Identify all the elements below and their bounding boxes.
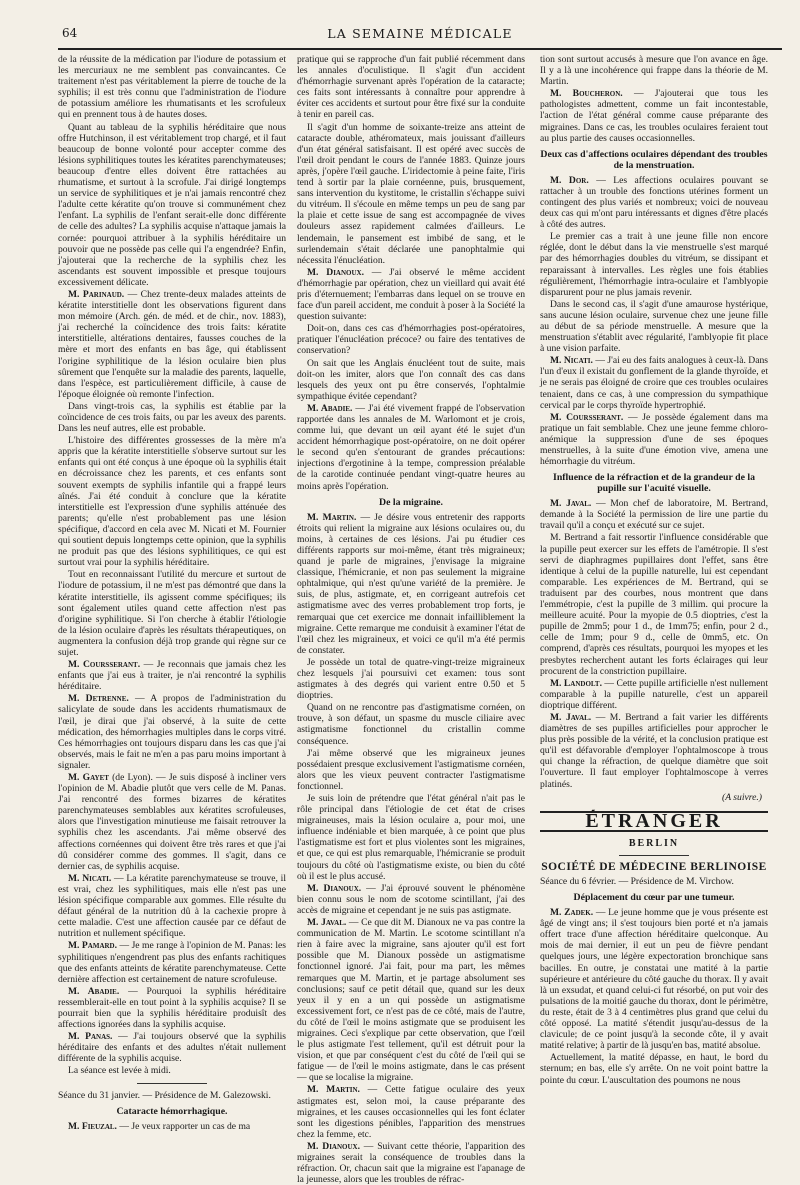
society-heading: SOCIÉTÉ DE MÉDECINE BERLINOISE — [541, 860, 767, 873]
session-line: Séance du 6 février. — Présidence de M. Virchow. — [540, 876, 734, 887]
paragraph: pratique qui se rapproche d'un fait publié récemment dans les annales d'oculistique. Il s'agit d'un accident d'hémorrhagie survenant après l'opération de la cataracte; ces faits sont intéressants à connaître pour apprendre à éviter ces accidents et surtout pour être fixé sur la conduite à tenir en pareil cas. — [297, 54, 525, 121]
paragraph: J'ai même observé que les migraineux jeunes possédaient presque exclusivement l'astigmatisme cornéen, alors que les vieux peuvent contracter l'astigmatisme fonctionnel. — [297, 747, 525, 792]
speaker-name: M. Abadie. — [68, 985, 120, 997]
speaker-name: M. Javal. — [550, 711, 592, 723]
speech-text: — Suivant cette théorie, l'apparition des migraines serait la conséquence de troubles dans la réfraction. Or, chacun sait que la migraine est l'apanage de la jeunesse, alors que les troubles de réfrac- — [297, 1140, 525, 1185]
speaker-name: M. Dor. — [550, 174, 589, 186]
paragraph: de la réussite de la médication par l'iodure de potassium et les mercuriaux ne me semblent pas convaincantes. Ce traitement n'est pas véritablement la pierre de touche de la syphilis; il est très connu que l'administration de l'iodure de potassium améliore les rhumatisants et les scrofuleux qui en prennent tous à de hautes doses. — [58, 54, 286, 121]
speaker-name: M. Fieuzal. — [68, 1120, 117, 1132]
paragraph — [58, 693, 286, 771]
speech-text: — Pourquoi la syphilis héréditaire ressemblerait-elle en tout point à la syphilis acquise? Il se pourrait bien que la syphilis héréditaire produisît des affections ignorées dans la syphilis acquise. — [58, 985, 286, 1031]
divider — [619, 855, 689, 856]
speaker-name: M. Pamard. — [68, 940, 118, 952]
speech-text: — Je me range à l'opinion de M. Panas: les syphilitiques n'engendrent pas plus des enfants rachitiques que des enfants atteints de kératite parenchymateuse. Cette dernière affection est certainement de nature scrofuleuse. — [58, 940, 286, 985]
speaker-name: M. Dianoux. — [307, 266, 364, 278]
speech-text: — Je désire vous entretenir des rapports étroits qui relient la migraine aux lésions oculaires ou, du moins, à certaines de ces lésions. J'ai pu étudier ces différents rapports sur moi-même, étant très migraineux; quand je parle de migraines, j'envisage la migraine classique, l'hémicranie, et non pas seulement la migraine ophtalmique, qui n'est qu'une variété de la première. Je suis, de plus, astigmate, et, en corrigeant autrefois cet astigmatisme avec des verres probablement trop forts, je remarquai que cet exercice me donnait infailliblement la migraine. Cette remarque me conduisit à examiner l'état de l'œil chez les migraineux, et voici ce qu'il m'a été permis de constater. — [297, 511, 525, 656]
paragraph: Doit-on, dans ces cas d'hémorrhagies post-opératoires, pratiquer l'énucléation précoce? ou faire des tentatives de conservation? — [297, 323, 525, 357]
speech-text: — Le jeune homme que je vous présente est âgé de vingt ans; il s'est toujours bien porté et n'a jamais offert trace d'une affection héréditaire quelconque. Au mois de mai dernier, il eut un peu de fièvre pendant quelques jours, une légère expectoration bronchique sans bacilles. En outre, je constatai une matité à la partie supérieure et antérieure du côté gauche du thorax. Il y avait là un exsudat, et quand celui-ci fut résorbé, on put voir des pulsations de la moitié gauche du thorax, dont le périmètre, du reste, était de 3 à 4 centimètres plus grand que celui du côté opposé. La matité s'étendit jusqu'au-dessus de la clavicule; de ce point jusqu'à la seconde côte, il y avait matité relative; à partir de là jusqu'en bas, matité absolue. — [540, 907, 768, 1052]
speech-text: — La kératite parenchymateuse se trouve, il est vrai, chez les syphilitiques, mais elle n'est pas une lésion spécifique comparable aux gommes. Elle résulte du défaut général de la nutrition dû à la cachexie propre à cette maladie. C'est une affection causée par ce défaut de nutrition et nullement spécifique. — [58, 872, 286, 940]
section-heading: Déplacement du cœur par une tumeur. — [573, 892, 735, 904]
speaker-name: M. Zadek. — [550, 907, 594, 919]
paragraph: Le premier cas a trait à une jeune fille non encore réglée, dont le début dans la vie menstruelle s'est marqué par des hémorrhagies doubles du vitréum, se dissipant et reparaissant à intervalles. Les règles une fois établies régulièrement, l'hémorrhagie intra-oculaire et l'amblyopie disparurent pour ne plus jamais revenir. — [540, 231, 768, 298]
speaker-name: M. Landolt. — [550, 677, 602, 689]
page-header — [58, 10, 782, 50]
etranger-heading: ÉTRANGER — [540, 811, 768, 832]
speech-text: — J'ai eu des faits analogues à ceux-là. Dans l'un d'eux il existait du gonflement de la glande thyroïde, et je ne serais pas éloigné de croire que ces troubles oculaires tenaient, dans ce cas, à une compression du sympathique cervical par le corps thyroïde hypertrophié. — [540, 355, 768, 411]
speech-text: — Ce que dit M. Dianoux ne va pas contre la communication de M. Martin. Le scotome scintillant n'a rien à faire avec la migraine, sans ajouter qu'il est fort possible que M. Dianoux possède un astigmatisme fonctionnel ignoré. J'ai fait, pour ma part, les mêmes remarques que M. Martin, et je partage absolument ses conclusions; sauf ce petit détail que, quand sur les deux yeux il y en a un qui possède un astigmatisme excessivement fort, ce n'est pas de ce côté, mais de l'autre, du côté de l'œil le moins astigmate que se produisent les migraines. Ceci s'explique par cette observation, que l'œil le plus astigmate l'est tellement, qu'il est détruit pour la vision, et que par conséquent c'est du côté de l'œil qui se fatigue — de l'œil le moins astigmate, dans le cas présent — que se localise la migraine. — [297, 917, 525, 1084]
paragraph — [297, 403, 525, 492]
to-be-continued: (A suivre.) — [722, 791, 762, 803]
speaker-name: M. Martin. — [307, 1084, 360, 1096]
speaker-name: M. Boucheron. — [550, 88, 623, 100]
paragraph — [540, 355, 768, 410]
speaker-name: M. Javal. — [550, 498, 592, 510]
speech-text: (de Lyon). — Je suis disposé à incliner vers l'opinion de M. Abadie plutôt que vers celle de M. Panas. J'ai rencontré des formes bizarres de kératites parenchymateuses semblables aux kératites scrofuleuses, alors que l'investigation minutieuse me faisait retrouver la syphilis chez les ascendants. J'ai même observé des affections cornéennes qui doivent être très rares et que j'ai dû considérer comme des gommes. Il s'agit, dans ce dernier cas, de syphilis acquise. — [58, 772, 286, 872]
paragraph — [297, 512, 525, 656]
paragraph: tion sont surtout accusés à mesure que l'on avance en âge. Il y a là une incohérence qui frappe dans la théorie de M. Martin. — [540, 54, 768, 88]
speech-text: — Cette pupille artificielle n'est nullement comparable à la pupille naturelle, c'est un appareil dioptrique différent. — [540, 677, 768, 711]
paragraph — [297, 917, 525, 1083]
speech-text: — A propos de l'administration du salicylate de soude dans les accidents rhumatismaux de l'œil, je dirai que j'ai observé, à la suite de cette médication, des hémorrhagies multiples dans le corps vitré. Ces hémorrhagies ont toujours disparu dans les cas que j'ai observés, mais le fait ne m'en a pas paru moins important à signaler. — [58, 693, 286, 771]
paragraph — [540, 907, 768, 1051]
speech-text: — Je reconnais que jamais chez les enfants que j'ai eus à traiter, je n'ai rencontré la syphilis héréditaire. — [58, 659, 287, 693]
paragraph: Il s'agit d'un homme de soixante-treize ans atteint de cataracte double, athéromateux, mais jouissant d'ailleurs d'un état général satisfaisant. Il est opéré avec succès de l'œil droit pendant le cours de l'année 1883. Quinze jours après, j'opère l'œil gauche. L'iridectomie à peine faite, l'iris tend à sortir par la plaie cornéenne, puis, brusquement, sans intervention du kystitome, le cristallin s'échappe suivi du vitréum. Il s'écoule en même temps un peu de sang par la plaie et cette issue de sang est accompagnée de vives douleurs assez rapidement calmées d'ailleurs. Le lendemain, le pansement est imbibé de sang, et le surlendemain s'était déclarée une panophtalmie qui nécessita l'énucléation. — [297, 121, 525, 266]
paragraph — [58, 940, 286, 984]
paragraph: Dans le second cas, il s'agit d'une amaurose hystérique, sans aucune lésion oculaire, survenue chez une jeune fille au début de sa période menstruelle. A mesure que la menstruation s'établit avec régularité, l'amblyopie fit place à une vision parfaite. — [540, 298, 768, 355]
column-right — [540, 54, 769, 1086]
paragraph — [297, 267, 525, 322]
speaker-name: M. Parinaud. — [68, 288, 125, 300]
paragraph: Je possède un total de quatre-vingt-treize migraineux chez lesquels j'ai poursuivi cet examen: tous sont astigmates à des degrés qui varient entre 0.50 et 5 dioptries. — [297, 656, 525, 702]
column-middle — [297, 54, 525, 1185]
paragraph — [58, 1121, 286, 1132]
paragraph — [58, 873, 286, 940]
section-heading: Deux cas d'affections oculaires dépendant des troubles de la menstruation. — [540, 148, 768, 171]
paragraph — [540, 678, 768, 711]
speaker-name: M. Nicati. — [68, 872, 112, 884]
journal-title: LA SEMAINE MÉDICALE — [327, 26, 513, 41]
speaker-name: M. Martin. — [307, 511, 357, 523]
speech-text: — Je veux rapporter un cas de ma — [119, 1120, 251, 1132]
speaker-name: M. Gayet — [68, 772, 109, 783]
paragraph: La séance est levée à midi. — [68, 1065, 171, 1077]
speaker-name: M. Dianoux. — [307, 1140, 360, 1152]
paragraph: Tout en reconnaissant l'utilité du mercure et surtout de l'iodure de potassium, il ne m'est pas démontré que dans la kératite interstitielle, ils agissent comme spécifiques; ils sont également utiles quand cette affection n'est pas d'origine syphilitique. Si l'on cherche à établir l'étiologie de la lésion oculaire d'après les résultats thérapeutiques, on augmentera la confusion déjà trop grande qui règne sur ce sujet. — [58, 569, 286, 658]
speech-text: — Je possède également dans ma pratique un fait semblable. Chez une jeune femme chloro-anémique la suppression d'une de ses époques menstruelles, à la suite d'une émotion vive, amena une hémorrhagie du vitréum. — [540, 411, 768, 468]
paragraph: On sait que les Anglais énucléent tout de suite, mais doit-on les imiter, alors que l'on connaît des cas dans lesquels des yeux ont pu être conservés, l'ophtalmie sympathique évitée cependant? — [297, 357, 525, 402]
speaker-name: M. Javal. — [307, 917, 347, 929]
section-heading: De la migraine. — [379, 496, 443, 508]
paragraph — [540, 175, 768, 230]
paragraph: Quand on ne rencontre pas d'astigmatisme cornéen, on trouve, à son défaut, un spasme du muscle ciliaire avec astigmatisme fonctionnel du cristallin comme conséquence. — [297, 702, 525, 747]
paragraph — [58, 1031, 286, 1064]
paragraph: M. Bertrand a fait ressortir l'influence considérable que la pupille peut exercer sur les effets de l'amétropie. Il s'est servi de diaphragmes pupillaires dont l'effet, sans être identique à celui de la pupille naturelle, lui est cependant comparable. Les expériences de M. Bertrand, qui se traduisent par des courbes, nous montrent que dans l'emmétropie, c'est la pupille de 3 millim. qui procure la meilleure acuité. Pour la myopie de 0.5 dioptries, c'est la pupille de 2mm5; pour 1 d., de 1mm75; enfin, pour 2 d., celle de 1mm; pour 9 d., celle de 0mm5, etc. On comprend, d'après ces résultats, pourquoi les myopes et les presbytes recherchent autant les forts éclairages qui leur procurent de la constriction pupillaire. — [540, 532, 768, 677]
paragraph — [58, 659, 286, 692]
paragraph: L'histoire des différentes grossesses de la mère m'a appris que la kératite interstitielle s'observe surtout sur les enfants qui ont été conçus à une époque où la syphilis était en décroissance chez les parents, et ces enfants sont souvent exempts de syphilis infantile qui a frappé leurs aînés. J'ai été conduit à conclure que la kératite interstitielle est l'expression d'une syphilis atténuée des parents; qu'elle n'est probablement pas une lésion spécifique, d'accord en cela avec M. Nicati et M. Fournier qui soutient depuis longtemps cette opinion, que la syphilis ne produit pas que des lésions syphilitiques, ce qui est surtout vrai pour la syphilis héréditaire. — [58, 435, 286, 569]
speaker-name: M. Coursserant. — [550, 411, 624, 423]
session-line: Séance du 31 janvier. — Présidence de M. Galezowski. — [58, 1089, 271, 1101]
paragraph — [58, 986, 286, 1030]
paragraph — [297, 1084, 525, 1139]
paragraph: Dans vingt-trois cas, la syphilis est établie par la coïncidence de ces trois faits, ou par les aveux des parents. Dans les neuf autres, elle est probable. — [58, 400, 286, 435]
speech-text: — J'ajouterai que tous les pathologistes admettent, comme un fait incontestable, l'action de l'état général comme cause préparante des migraines. Dans ce cas, les troubles oculaires feraient tout au plus partie des causes occasionnelles. — [540, 88, 768, 144]
column-left — [58, 54, 287, 1132]
speaker-name: M. Detrenne. — [68, 693, 129, 705]
paragraph: Je suis loin de prétendre que l'état général n'ait pas le rôle principal dans l'étiologie de cet état de crises migraineuses, mais la lésion oculaire a, pour moi, une influence indéniable et bien marquée, à ce point que plus l'astigmatisme est fort et plus violentes sont les migraines, et que, ce qui est plus remarquable, l'hémicranie se produit toujours du côté où l'astigmatisme existe, ou bien du côté où il est le plus accusé. — [297, 793, 525, 882]
paragraph — [540, 412, 768, 467]
paragraph — [540, 498, 768, 531]
paragraph — [297, 1141, 525, 1185]
speech-text: — J'ai éprouvé souvent le phénomène bien connu sous le nom de scotome scintillant, j'ai des accès de migraine et cependant je ne suis pas astigmate. — [297, 882, 525, 916]
speech-text: — Mon chef de laboratoire, M. Bertrand, demande à la Société la permission de lire une partie du travail qu'il a conçu et exécuté sur ce sujet. — [540, 498, 768, 532]
speech-text: — Cette fatigue oculaire des yeux astigmates est, selon moi, la cause préparante des migraines, et les causes occasionnelles qui les font éclater sont les digestions pénibles, l'apparition des menstrues chez la femme, etc. — [297, 1084, 525, 1140]
speech-text: — Chez trente-deux malades atteints de kératite interstitielle dont les observations figurent dans mon mémoire (Arch. gén. de méd. et de chir., nov. 1883), j'ai recherché la coïncidence des trois faits: kératite interstitielle, altérations dentaires, fausses couches de la mère et mort des enfants en bas âge, qui établissent l'origine syphilitique de la lésion oculaire bien plus sûrement que l'enquête sur la maladie des parents, laquelle, dans l'espèce, est particulièrement difficile, à cause de l'époque éloignée où remonte l'infection. — [58, 288, 286, 400]
speaker-name: M. Panas. — [68, 1031, 113, 1043]
paragraph — [58, 289, 286, 400]
speech-text: — J'ai été vivement frappé de l'observation rapportée dans les annales de M. Warlomont et je crois, comme lui, que devant un œil ayant été le sujet d'un accident hémorrhagique post-opératoire, on ne doit opérer le second qu'en s'entourant de grandes précautions: injections d'ergotinine à la tempe, compression préalable de la carotide continuée pendant vingt-quatre heures au moins après l'opération. — [297, 402, 525, 492]
speech-text: — J'ai observé le même accident d'hémorrhagie par opération, chez un vieillard qui avait été pris d'éternuement; l'embarras dans lequel on se trouve en face d'un pareil accident, me conduit à poser à la Société la question suivante: — [297, 266, 525, 323]
paragraph — [297, 883, 525, 916]
speech-text: — M. Bertrand a fait varier les différents diamètres de ses pupilles artificielles pour approcher le plus près possible de la vérité, et la conclusion pratique est qu'il est défavorable d'employer l'ophtalmoscope à trous qui change la réfraction, de quelque diamètre que soit l'ouverture. Il faut employer l'ophtalmoscope à verres platinés. — [540, 711, 768, 790]
speaker-name: M. Dianoux. — [307, 882, 362, 894]
paragraph: Quant au tableau de la syphilis héréditaire que nous offre Hutchinson, il est véritablement trop chargé, et il faut beaucoup de bonne volonté pour accepter comme des lésions syphilitiques toutes les kératites parenchymateuses; beaucoup d'entre elles doivent être rattachées au rhumatisme, et surtout à la scrofule. J'ai dirigé longtemps un service de syphilitiques et je n'ai jamais rencontré chez l'adulte cette kératite qu'on trouve si communément chez l'enfant. La syphilis de l'enfant serait-elle donc différente de celle des adultes? La syphilis acquise n'attaque jamais la cornée: pourquoi attribuer à la syphilis héréditaire un pouvoir que ne possède pas celle qui l'a engendrée? Enfin, j'ajouterai que la recherche de la syphilis chez les ascendants est souvent impossible et presque toujours excessivement délicate. — [58, 121, 286, 288]
paragraph: Actuellement, la matité dépasse, en haut, le bord du sternum; en bas, elle s'y arrête. On ne voit point battre la pointe du cœur. L'auscultation des poumons ne nous — [540, 1052, 768, 1086]
paragraph — [58, 772, 286, 872]
section-heading: Cataracte hémorrhagique. — [116, 1105, 228, 1117]
speaker-name: M. Abadie. — [307, 402, 353, 414]
paragraph — [540, 88, 768, 143]
speech-text: — J'ai toujours observé que la syphilis héréditaire des enfants et des adultes n'était nullement différente de la syphilis acquise. — [58, 1031, 286, 1065]
divider — [137, 1083, 207, 1084]
speaker-name: M. Nicati. — [550, 355, 593, 367]
city-heading: BERLIN — [628, 837, 680, 849]
paragraph — [540, 712, 768, 790]
speaker-name: M. Coursserant. — [68, 659, 141, 671]
speech-text: — Les affections oculaires pouvant se rattacher à un trouble des fonctions utérines forment un contingent des plus variés et nombreux; voici de nouveau deux cas qui m'ont paru intéressants et dignes d'être placés à côté des autres. — [540, 174, 769, 231]
section-heading: Influence de la réfraction et de la grandeur de la pupille sur l'acuité visuelle. — [553, 472, 755, 495]
page-number: 64 — [62, 26, 78, 40]
